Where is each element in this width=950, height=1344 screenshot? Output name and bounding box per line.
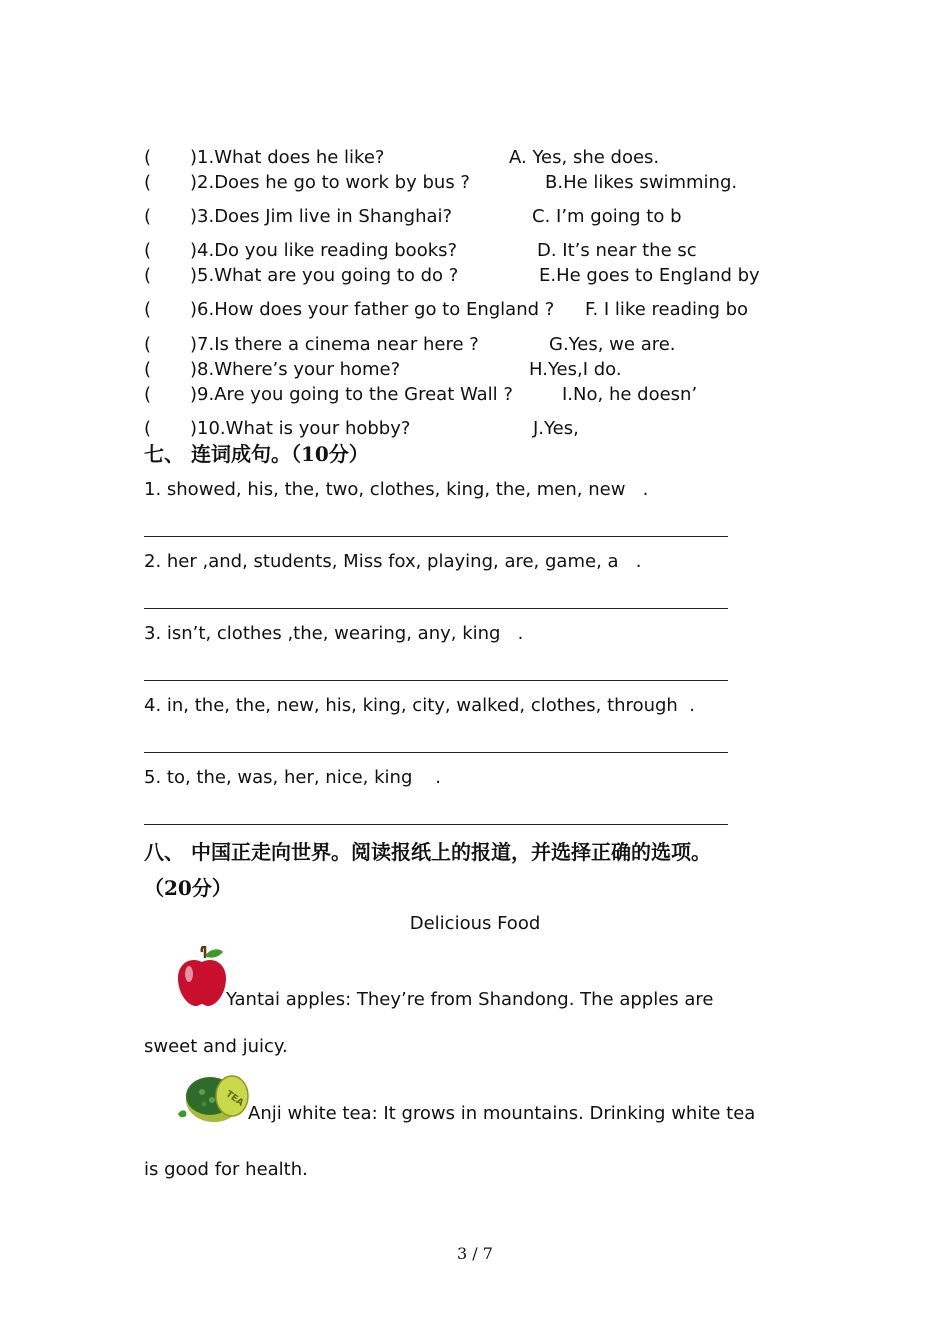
answer-option: H.Yes,I do.	[529, 359, 622, 380]
sentence-prompt: 5. to, the, was, her, nice, king .	[144, 767, 441, 788]
question-text: )8.Where’s your home?	[190, 359, 401, 380]
answer-paren: (	[144, 147, 152, 168]
question-text: )5.What are you going to do ?	[190, 265, 459, 286]
section-heading: 七、 连词成句。（10分）	[144, 442, 369, 466]
answer-option: E.He goes to England by	[539, 265, 760, 286]
article-title: Delicious Food	[409, 913, 541, 934]
answer-line[interactable]	[144, 680, 728, 681]
sentence-prompt: 2. her ,and, students, Miss fox, playing, are, game, a .	[144, 551, 642, 572]
section-heading: 八、 中国正走向世界。阅读报纸上的报道，并选择正确的选项。	[144, 840, 711, 864]
page-number: 3 / 7	[457, 1244, 493, 1263]
question-text: )7.Is there a cinema near here ?	[190, 334, 479, 355]
sentence-prompt: 1. showed, his, the, two, clothes, king, the, men, new .	[144, 479, 649, 500]
answer-option: B.He likes swimming.	[545, 172, 738, 193]
apple-text: Yantai apples: They’re from Shandong. The apples are	[226, 989, 714, 1010]
answer-option: J.Yes,	[533, 418, 579, 439]
answer-paren: (	[144, 265, 152, 286]
tea-text: Anji white tea: It grows in mountains. Drinking white tea	[248, 1103, 756, 1124]
tea-tin-icon	[174, 1072, 250, 1128]
question-text: )1.What does he like?	[190, 147, 385, 168]
question-text: )6.How does your father go to England ?	[190, 299, 555, 320]
answer-paren: (	[144, 172, 152, 193]
question-text: )4.Do you like reading books?	[190, 240, 458, 261]
answer-paren: (	[144, 299, 152, 320]
answer-option: C. I’m going to b	[532, 206, 682, 227]
answer-paren: (	[144, 359, 152, 380]
answer-paren: (	[144, 418, 152, 439]
answer-paren: (	[144, 240, 152, 261]
answer-line[interactable]	[144, 536, 728, 537]
sentence-prompt: 4. in, the, the, new, his, king, city, walked, clothes, through .	[144, 695, 695, 716]
tea-label: TEA	[223, 1089, 246, 1109]
question-text: )9.Are you going to the Great Wall ?	[190, 384, 513, 405]
answer-line[interactable]	[144, 608, 728, 609]
apple-icon	[176, 946, 228, 1012]
answer-paren: (	[144, 334, 152, 355]
answer-line[interactable]	[144, 824, 728, 825]
sentence-prompt: 3. isn’t, clothes ,the, wearing, any, king .	[144, 623, 524, 644]
answer-option: G.Yes, we are.	[549, 334, 676, 355]
answer-option: D. It’s near the sc	[537, 240, 697, 261]
answer-option: F. I like reading bo	[585, 299, 749, 320]
question-text: )10.What is your hobby?	[190, 418, 411, 439]
answer-paren: (	[144, 206, 152, 227]
section-heading-score: （20分）	[144, 876, 232, 900]
question-text: )2.Does he go to work by bus ?	[190, 172, 470, 193]
answer-option: I.No, he doesn’	[562, 384, 698, 405]
tea-text-continued: is good for health.	[144, 1159, 308, 1180]
apple-text-continued: sweet and juicy.	[144, 1036, 288, 1057]
answer-line[interactable]	[144, 752, 728, 753]
question-text: )3.Does Jim live in Shanghai?	[190, 206, 453, 227]
answer-paren: (	[144, 384, 152, 405]
answer-option: A. Yes, she does.	[509, 147, 660, 168]
